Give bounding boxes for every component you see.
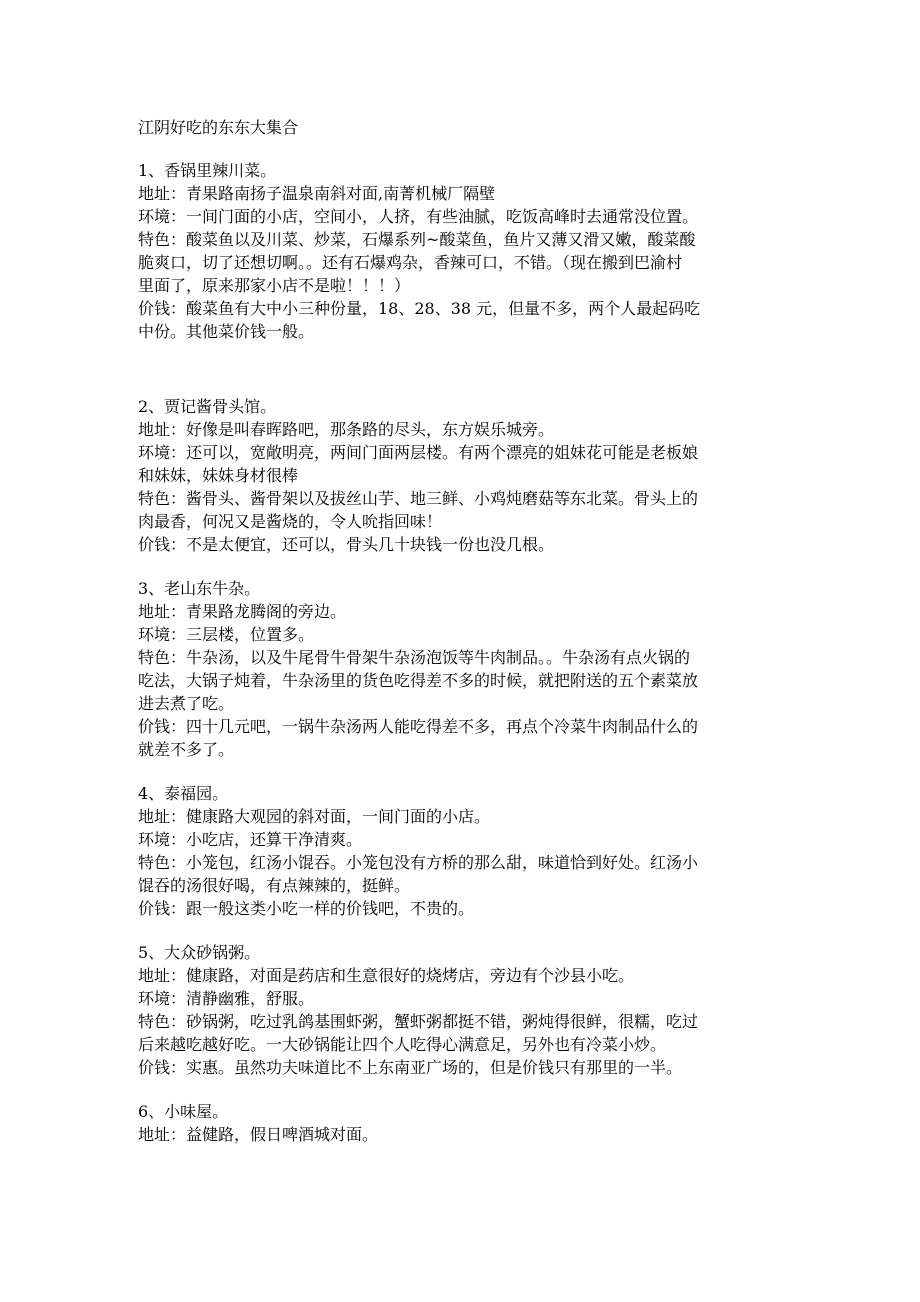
- entry-heading: 5、大众砂锅粥。: [138, 943, 261, 962]
- entry-line: 馄吞的汤很好喝，有点辣辣的，挺鲜。: [138, 876, 411, 895]
- entry-line: 环境：清静幽雅，舒服。: [138, 989, 315, 1008]
- entry-line: 价钱：四十几元吧，一锅牛杂汤两人能吃得差不多，再点个冷菜牛肉制品什么的: [138, 717, 699, 736]
- entry-line: 特色：砂锅粥，吃过乳鸽基围虾粥，蟹虾粥都挺不错，粥炖得很鲜，很糯，吃过: [138, 1012, 699, 1031]
- entry-line: 特色：牛杂汤，以及牛尾骨牛骨架牛杂汤泡饭等牛肉制品。。牛杂汤有点火锅的: [138, 648, 691, 667]
- entry-heading: 3、老山东牛杂。: [138, 579, 261, 598]
- entry-line: 环境：小吃店，还算干净清爽。: [138, 830, 363, 849]
- entry-heading: 2、贾记酱骨头馆。: [138, 397, 277, 416]
- entry-line: 地址：益健路，假日啤酒城对面。: [138, 1125, 379, 1144]
- entry-line: 脆爽口，切了还想切啊。。还有石爆鸡杂，香辣可口，不错。（现在搬到巴渝村: [138, 253, 683, 272]
- entry-line: 环境：三层楼，位置多。: [138, 625, 315, 644]
- document-title: 江阴好吃的东东大集合: [138, 118, 299, 137]
- document-body: [138, 116, 798, 1167]
- entry-heading: 4、泰福园。: [138, 784, 229, 803]
- entry-line: 价钱：实惠。虽然功夫味道比不上东南亚广场的，但是价钱只有那里的一半。: [138, 1058, 683, 1077]
- entry-line: 特色：小笼包，红汤小馄吞。小笼包没有方桥的那么甜，味道恰到好处。红汤小: [138, 853, 699, 872]
- restaurant-entry: [138, 159, 798, 343]
- entry-line: 价钱：跟一般这类小吃一样的价钱吧，不贵的。: [138, 899, 475, 918]
- entry-line: 价钱：不是太便宜，还可以，骨头几十块钱一份也没几根。: [138, 535, 555, 554]
- entry-line: 地址：青果路龙腾阁的旁边。: [138, 602, 347, 621]
- restaurant-entry: [138, 782, 798, 920]
- entry-line: 特色：酸菜鱼以及川菜、炒菜，石爆系列~酸菜鱼，鱼片又薄又滑又嫩，酸菜酸: [138, 230, 696, 249]
- entry-line: 特色：酱骨头、酱骨架以及拔丝山芋、地三鲜、小鸡炖磨菇等东北菜。骨头上的: [138, 489, 699, 508]
- restaurant-entry: [138, 941, 798, 1079]
- entry-line: 地址：青果路南扬子温泉南斜对面,南菁机械厂隔壁: [138, 184, 496, 203]
- entry-heading: 6、小味屋。: [138, 1102, 229, 1121]
- restaurant-entry: [138, 395, 798, 556]
- entry-line: 里面了，原来那家小店不是啦！！！）: [138, 276, 411, 295]
- entry-line: 地址：健康路，对面是药店和生意很好的烧烤店，旁边有个沙县小吃。: [138, 966, 635, 985]
- entry-heading: 1、香锅里辣川菜。: [138, 161, 277, 180]
- entry-line: 地址：健康路大观园的斜对面，一间门面的小店。: [138, 807, 491, 826]
- entry-line: 肉最香，何况又是酱烧的，令人吮指回味！: [138, 512, 443, 531]
- restaurant-entry: [138, 1100, 798, 1146]
- entry-line: 和妹妹，妹妹身材很棒: [138, 466, 299, 485]
- entry-line: 地址：好像是叫春晖路吧，那条路的尽头，东方娱乐城旁。: [138, 420, 555, 439]
- entry-line: 就差不多了。: [138, 740, 235, 759]
- entry-line: 吃法，大锅子炖着，牛杂汤里的货色吃得差不多的时候，就把附送的五个素菜放: [138, 671, 699, 690]
- entry-line: 进去煮了吃。: [138, 694, 235, 713]
- entry-line: 后来越吃越好吃。一大砂锅能让四个人吃得心满意足，另外也有冷菜小炒。: [138, 1035, 667, 1054]
- entry-line: 环境：一间门面的小店，空间小，人挤，有些油腻，吃饭高峰时去通常没位置。: [138, 207, 699, 226]
- entry-line: 价钱：酸菜鱼有大中小三种份量，18、28、38 元，但量不多，两个人最起码吃: [138, 299, 701, 318]
- entry-line: 中份。其他菜价钱一般。: [138, 322, 315, 341]
- entry-line: 环境：还可以，宽敞明亮，两间门面两层楼。有两个漂亮的姐妹花可能是老板娘: [138, 443, 699, 462]
- restaurant-entry: [138, 577, 798, 761]
